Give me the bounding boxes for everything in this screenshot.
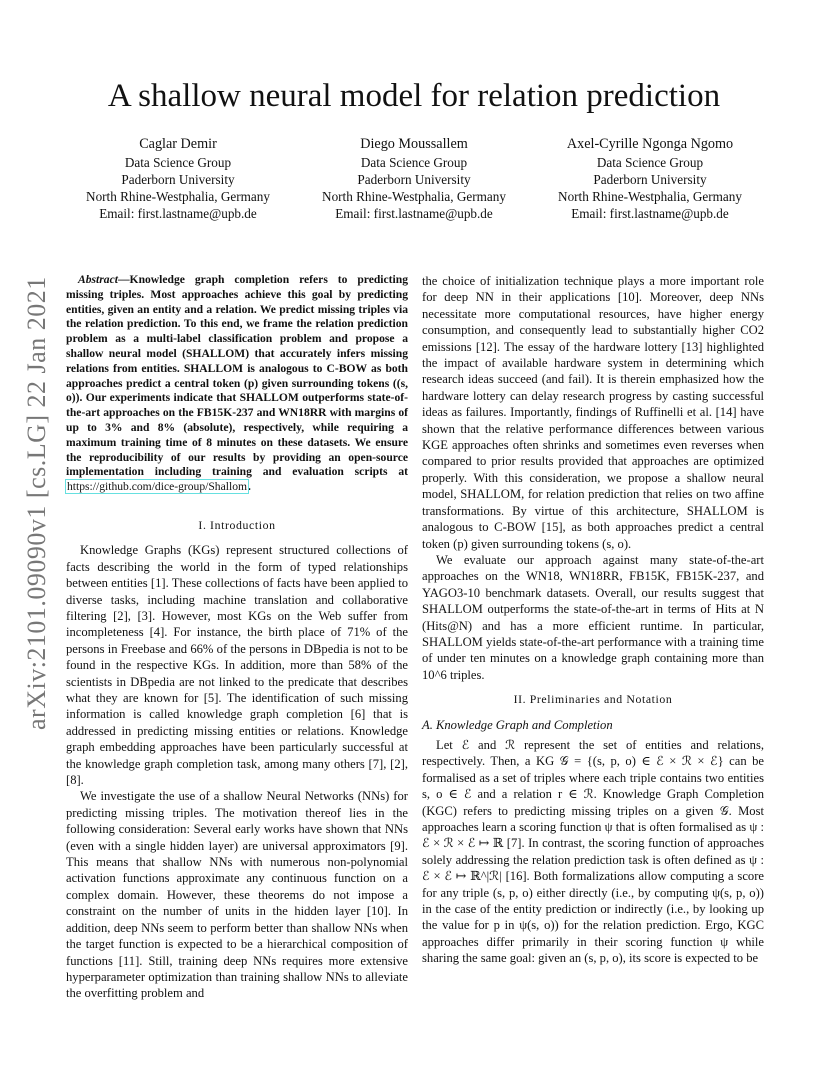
intro-paragraph-3: the choice of initialization technique plays a more important role for deep NN in their applications [10]. Moreover, deep NNs necessitate more computational resources, have higher energy consumption, and consequently lead to substantially higher CO2 emissions [12]. The essay of the hardware lottery [13] highlighted the impact of available hardware system in determining which research ideas succeed (and fail). It is therein emphasized how the hardware lottery can delay research progress by casting successful ideas as failures. Importantly, findings of Ruffinelli et al. [14] have shown that the relative performance differences between various KGE approaches often shrinks and sometimes even reverses when compared to prior results provided that approaches are optimized properly. With this consideration, we propose a shallow neural model, SHALLOM, for relation prediction that relies on two affine transformations. By virtue of this architecture, SHALLOM is analogous to C-BOW [15], as both approaches predict a central token (p) given surrounding tokens (s, o). bbox=[422, 274, 764, 551]
author-university: Paderborn University bbox=[593, 172, 707, 187]
paper-title: A shallow neural model for relation prediction bbox=[107, 78, 721, 114]
abstract-label: Abstract bbox=[78, 273, 118, 286]
author-university: Paderborn University bbox=[357, 172, 471, 187]
author-email: Email: first.lastname@upb.de bbox=[335, 206, 493, 221]
abstract bbox=[66, 273, 408, 495]
author-3 bbox=[532, 136, 768, 222]
author-location: North Rhine-Westphalia, Germany bbox=[322, 189, 506, 204]
author-name: Caglar Demir bbox=[139, 136, 217, 152]
repository-link[interactable]: https://github.com/dice-group/Shallom bbox=[67, 480, 248, 494]
author-2 bbox=[296, 136, 532, 222]
left-column bbox=[66, 273, 408, 1002]
author-block bbox=[60, 136, 768, 222]
intro-paragraph-2: We investigate the use of a shallow Neural Networks (NNs) for predicting missing triples. The motivation thereof lies in the following consideration: Several early works have shown that NNs (even with a single hidden layer) are universal approximators [9]. This means that shallow NNs with numerous non-polynomial activation functions approximate any continuous function on a complex domain. However, these theorems do not impose a constraint on the number of units in the hidden layer [10]. In addition, deep NNs seem to perform better than shallow NNs when the target function is expected to be a hierarchical composition of functions [11]. Still, training deep NNs requires more extensive hyperparameter optimization than training shallow NNs to alleviate the overfitting problem and bbox=[66, 789, 408, 1001]
abstract-text: —Knowledge graph completion refers to predicting missing triples. Most approaches achieve this goal by predicting entities, given an entity and a relation. We predict missing triples via the relation prediction. To this end, we frame the relation prediction problem as a multi-label classification problem and propose a shallow neural model (SHALLOM) that accurately infers missing relations from entities. SHALLOM is analogous to C-BOW as both approaches predict a central token (p) given surrounding tokens ((s, o)). Our experiments indicate that SHALLOM outperforms state-of-the-art approaches on the FB15K-237 and WN18RR with margins of up to 3% and 8% (absolute), respectively, while requiring a maximum training time of 8 minutes on these datasets. We ensure the reproducibility of our results by providing an open-source implementation including training and evaluation scripts at bbox=[66, 273, 408, 479]
author-location: North Rhine-Westphalia, Germany bbox=[86, 189, 270, 204]
author-name: Axel-Cyrille Ngonga Ngomo bbox=[566, 136, 734, 152]
right-column bbox=[422, 273, 764, 967]
author-affiliation: Data Science Group bbox=[596, 155, 704, 170]
prelim-paragraph-1: Let ℰ and ℛ represent the set of entities and relations, respectively. Then, a KG 𝒢 = {(s, p, o) ∈ ℰ × ℛ × ℰ} can be formalised as a set of triples where each triple contains two entities s, o ∈ ℰ and a relation r ∈ ℛ. Knowledge Graph Completion (KGC) refers to predicting missing triples on a given 𝒢. Most approaches learn a scoring function ψ that is often formalised as ψ : ℰ × ℛ × ℰ ↦ ℝ [7]. In contrast, the scoring function of approaches solely addressing the relation prediction task is often defined as ψ : ℰ × ℰ ↦ ℝ^|ℛ| [16]. Both formalizations allow computing a score for any triple (s, p, o) either directly (i.e., by computing ψ(s, p, o)) in the case of the entity prediction or indirectly (i.e., by looking up the value for p in ψ(s, o)) for the relation prediction. Ergo, KGC approaches differ primarily in their scoring function ψ while sharing the same goal: given an (s, p, o), its score is expected to be bbox=[422, 737, 764, 966]
author-1 bbox=[60, 136, 296, 222]
subsection-heading-kg: A. Knowledge Graph and Completion bbox=[422, 717, 613, 732]
author-affiliation: Data Science Group bbox=[124, 155, 232, 170]
abstract-end: . bbox=[248, 480, 251, 494]
author-location: North Rhine-Westphalia, Germany bbox=[558, 189, 742, 204]
author-email: Email: first.lastname@upb.de bbox=[571, 206, 729, 221]
arxiv-identifier: arXiv:2101.09090v1 [cs.LG] 22 Jan 2021 bbox=[22, 276, 51, 730]
author-affiliation: Data Science Group bbox=[360, 155, 468, 170]
author-university: Paderborn University bbox=[121, 172, 235, 187]
author-email: Email: first.lastname@upb.de bbox=[99, 206, 257, 221]
intro-paragraph-4: We evaluate our approach against many state-of-the-art approaches on the WN18, WN18RR, FB15K, FB15K-237, and YAGO3-10 benchmark datasets. Overall, our results suggest that SHALLOM outperforms the state-of-the-art in terms of Hits at N (Hits@N) and has a more efficient runtime. In particular, SHALLOM yields state-of-the-art performance with a training time of under ten minutes on a knowledge graph containing more than 10^6 triples. bbox=[422, 552, 764, 682]
section-heading-preliminaries: II. Preliminaries and Notation bbox=[513, 692, 673, 707]
section-heading-introduction: I. Introduction bbox=[198, 517, 276, 532]
intro-paragraph-1: Knowledge Graphs (KGs) represent structured collections of facts describing the world in the form of typed relationships between entities [1]. These collections of facts have been applied to diverse tasks, including machine translation and collaborative filtering [2], [3]. However, most KGs on the Web suffer from incompleteness [4]. For instance, the birth place of 71% of the persons in Freebase and 66% of the persons in DBpedia is not to be found in the respective KGs. In addition, more than 58% of the scientists in DBpedia are not linked to the predicate that describes what they are known for [5]. The identification of such missing information is called knowledge graph completion [6] that is addressed in predicting missing entities or relations. Knowledge graph embedding approaches have been particularly successful at the knowledge graph completion task, among many others [7], [2], [8]. bbox=[66, 543, 408, 788]
author-name: Diego Moussallem bbox=[360, 136, 468, 152]
